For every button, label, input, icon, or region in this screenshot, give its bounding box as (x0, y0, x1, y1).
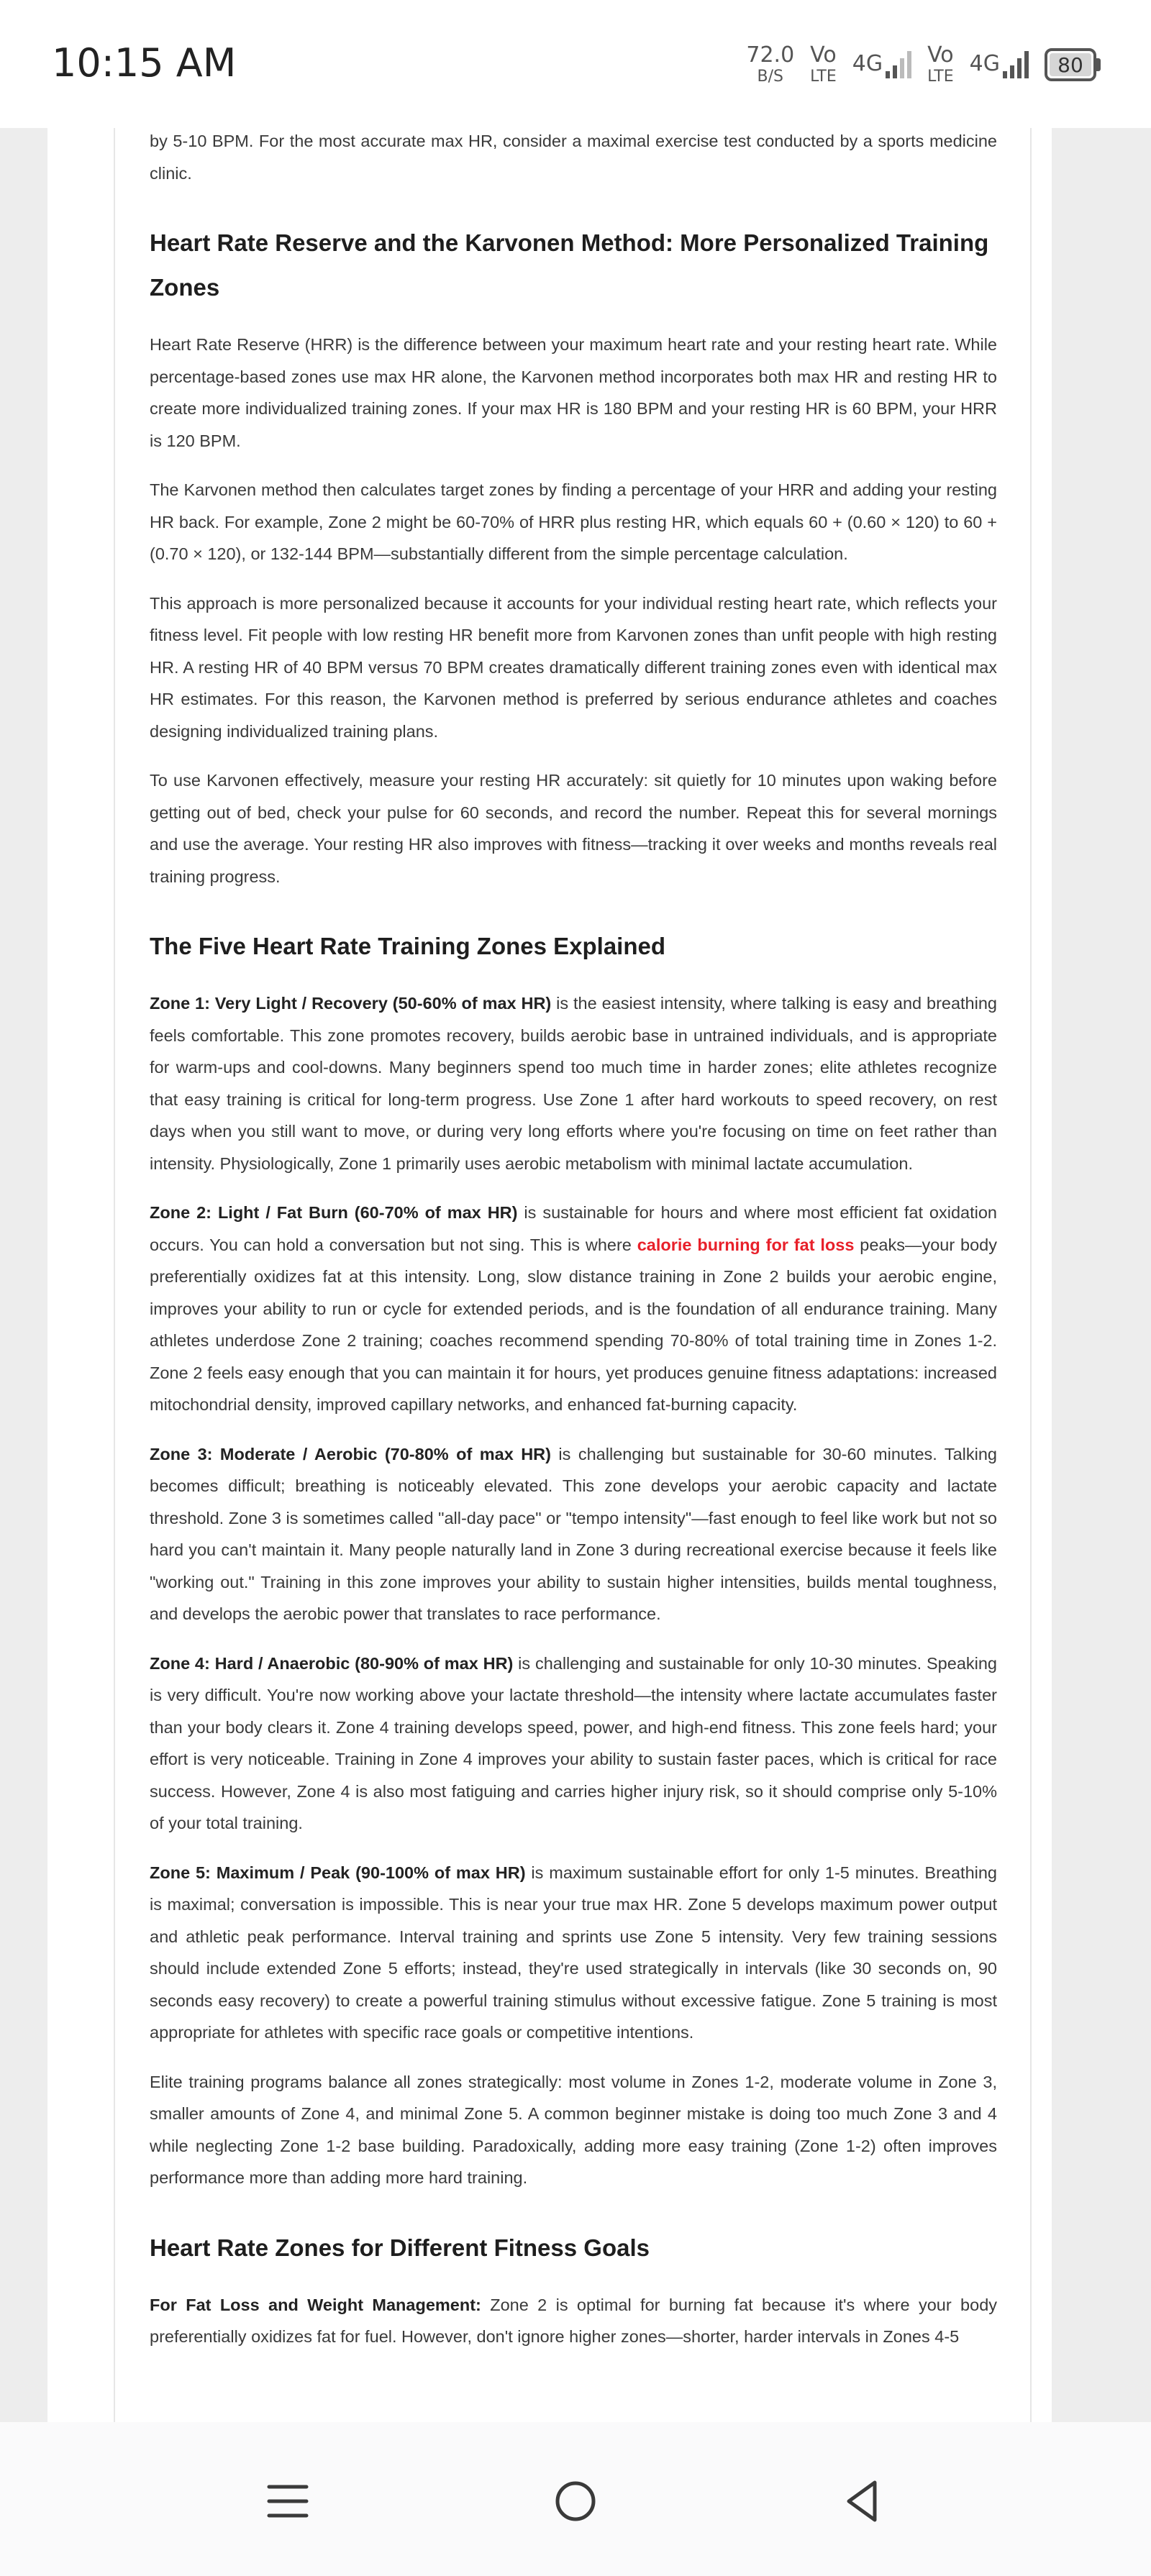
zone2-paragraph (150, 1197, 997, 1421)
sim2-signal-icon (1003, 51, 1029, 78)
heading-five-zones: The Five Heart Rate Training Zones Explained (150, 933, 666, 959)
zone5-label: Zone 5: Maximum / Peak (90-100% of max HR) (150, 1863, 526, 1882)
hrr-paragraph-3: This approach is more personalized because it accounts for your individual resting heart rate, which reflects your fitness level. Fit people with low resting HR benefit more from Karvonen zones than unfit people with high resting HR. A resting HR of 40 BPM versus 70 BPM creates dramatically different training zones even with identical max HR estimates. For this reason, the Karvonen method is preferred by serious endurance athletes and coaches designing individualized training plans. (150, 593, 997, 741)
zone2-text-a: is sustainable for hours and where most efficient fat oxidation occurs. You can hold a conversation but not sing. This is where (150, 1203, 997, 1254)
calorie-burning-link[interactable]: calorie burning for fat loss (637, 1235, 855, 1254)
sim2-volte-icon (927, 42, 954, 86)
sim1-network-label: 4G (852, 51, 883, 76)
zone4-label: Zone 4: Hard / Anaerobic (80-90% of max HR) (150, 1653, 514, 1673)
sim1-volte-top: Vo (810, 42, 837, 68)
battery-level: 80 (1050, 53, 1091, 76)
zone1-text: is the easiest intensity, where talking is easy and breathing feels comfortable. This zone promotes recovery, builds aerobic base in untrained individuals, and is appropriate for warm-ups and cool-downs. Many beginners spend too much time in harder zones; elite athletes recognize that easy training is critical for long-term progress. Use Zone 1 after hard workouts to speed recovery, on rest days when you still want to move, or during very long efforts where you're focusing on time on feet rather than intensity. Physiologically, Zone 1 primarily uses aerobic metabolism with minimal lactate accumulation. (150, 994, 997, 1173)
sim2-network-label: 4G (969, 51, 1000, 76)
zone4-text: is challenging and sustainable for only 10-30 minutes. Speaking is very difficult. You're now working above your lactate threshold—the intensity where lactate accumulates faster than your body clears it. Zone 4 training develops speed, power, and high-end fitness. This zone feels hard; your effort is very noticeable. Training in Zone 4 improves your ability to sustain faster paces, which is critical for race success. However, Zone 4 is also most fatiguing and carries higher injury risk, so it should comprise only 5-10% of your total training. (150, 1653, 997, 1832)
zone1-paragraph (150, 987, 997, 1179)
article-content (150, 128, 997, 2370)
data-rate-value: 72.0 (746, 42, 795, 68)
sim2-signal (970, 51, 1029, 78)
data-rate-indicator (746, 42, 795, 86)
home-icon[interactable] (547, 2472, 604, 2530)
sim1-volte-bottom: LTE (810, 68, 837, 86)
zone3-text: is challenging but sustainable for 30-60 minutes. Talking becomes difficult; breathing is noticeably elevated. This zone develops your aerobic capacity and lactate threshold. Zone 3 is sometimes called "all-day pace" or "tempo intensity"—fast enough to feel like work but not so hard you can't maintain it. Many people naturally land in Zone 3 during recreational exercise because it feels like "working out." Training in this zone improves your ability to sustain higher intensities, builds mental toughness, and develops the aerobic power that translates to race performance. (150, 1444, 998, 1623)
hrr-paragraph-1: Heart Rate Reserve (HRR) is the difference between your maximum heart rate and your resting heart rate. While percentage-based zones use max HR alone, the Karvonen method incorporates both max HR and resting HR to create more individualized training zones. If your max HR is 180 BPM and your resting HR is 60 BPM, your HRR is 120 BPM. (150, 335, 997, 450)
sim2-volte-bottom: LTE (927, 68, 954, 86)
zones-summary-paragraph: Elite training programs balance all zones strategically: most volume in Zones 1-2, moderate volume in Zone 3, smaller amounts of Zone 4, and minimal Zone 5. A common beginner mistake is doing too much Zone 3 and 4 while neglecting Zone 1-2 base building. Paradoxically, adding more easy training (Zone 1-2) often improves performance more than adding more hard training. (150, 2072, 997, 2187)
status-time: 10:15 AM (52, 40, 237, 86)
zone3-paragraph (150, 1438, 997, 1630)
heading-hrr-karvonen: Heart Rate Reserve and the Karvonen Method: More Personalized Training Zones (150, 229, 989, 301)
fat-loss-label: For Fat Loss and Weight Management: (150, 2295, 481, 2314)
hrr-paragraph-2: The Karvonen method then calculates target zones by finding a percentage of your HRR and adding your resting HR back. For example, Zone 2 might be 60-70% of HRR plus resting HR, which equals 60 + (0.60 × 120) to 60 + (0.70 × 120), or 132-144 BPM—substantially different from the simple percentage calculation. (150, 480, 997, 563)
battery-icon (1045, 48, 1101, 81)
sim1-signal (852, 51, 911, 78)
zone4-paragraph (150, 1648, 997, 1840)
zone2-text-b: peaks—your body preferentially oxidizes fat at this intensity. Long, slow distance training in Zone 2 builds your aerobic engine, improves your ability to run or cycle for extended periods, and is the foundation of all endurance training. Many athletes underdose Zone 2 training; coaches recommend spending 70-80% of total training time in Zones 1-2. Zone 2 feels easy enough that you can maintain it for hours, yet produces genuine fitness adaptations: increased mitochondrial density, improved capillary networks, and enhanced fat-burning capacity. (150, 1235, 997, 1414)
data-rate-unit: B/S (757, 68, 783, 86)
sim2-volte-top: Vo (927, 42, 954, 68)
menu-icon[interactable] (259, 2472, 317, 2530)
heading-fitness-goals: Heart Rate Zones for Different Fitness Goals (150, 2234, 650, 2261)
sim1-signal-icon (886, 51, 911, 78)
back-icon[interactable] (833, 2472, 891, 2530)
zone5-text: is maximum sustainable effort for only 1-5 minutes. Breathing is maximal; conversation is impossible. This is near your true max HR. Zone 5 develops maximum power output and athletic peak performance. Interval training and sprints use Zone 5 intensity. Very few training sessions should include extended Zone 5 efforts; instead, they're used strategically in intervals (like 30 seconds on, 90 seconds easy recovery) to create a powerful training stimulus without excessive fatigue. Zone 5 training is most appropriate for athletes with specific race goals or competitive intentions. (150, 1863, 997, 2042)
status-bar (0, 0, 1151, 128)
hrr-paragraph-4: To use Karvonen effectively, measure your resting HR accurately: sit quietly for 10 minutes upon waking before getting out of bed, check your pulse for 60 seconds, and record the number. Repeat this for several mornings and use the average. Your resting HR also improves with fitness—tracking it over weeks and months reveals real training progress. (150, 771, 997, 886)
zone5-paragraph (150, 1857, 997, 2049)
intro-tail-paragraph: by 5-10 BPM. For the most accurate max HR, consider a maximal exercise test conducted by a sports medicine clinic. (150, 132, 997, 183)
article-container (114, 128, 1032, 2422)
zone3-label: Zone 3: Moderate / Aerobic (70-80% of max HR) (150, 1444, 551, 1463)
fat-loss-text: Zone 2 is optimal for burning fat because it's where your body preferentially oxidizes fat for fuel. However, don't ignore higher zones—shorter, harder intervals in Zones 4-5 (150, 2295, 998, 2346)
zone2-label: Zone 2: Light / Fat Burn (60-70% of max HR) (150, 1203, 518, 1222)
fat-loss-paragraph (150, 2289, 997, 2353)
status-icons (746, 42, 1101, 88)
sim1-volte-icon (810, 42, 837, 86)
navigation-bar (0, 2422, 1151, 2576)
zone1-label: Zone 1: Very Light / Recovery (50-60% of max HR) (150, 994, 552, 1013)
